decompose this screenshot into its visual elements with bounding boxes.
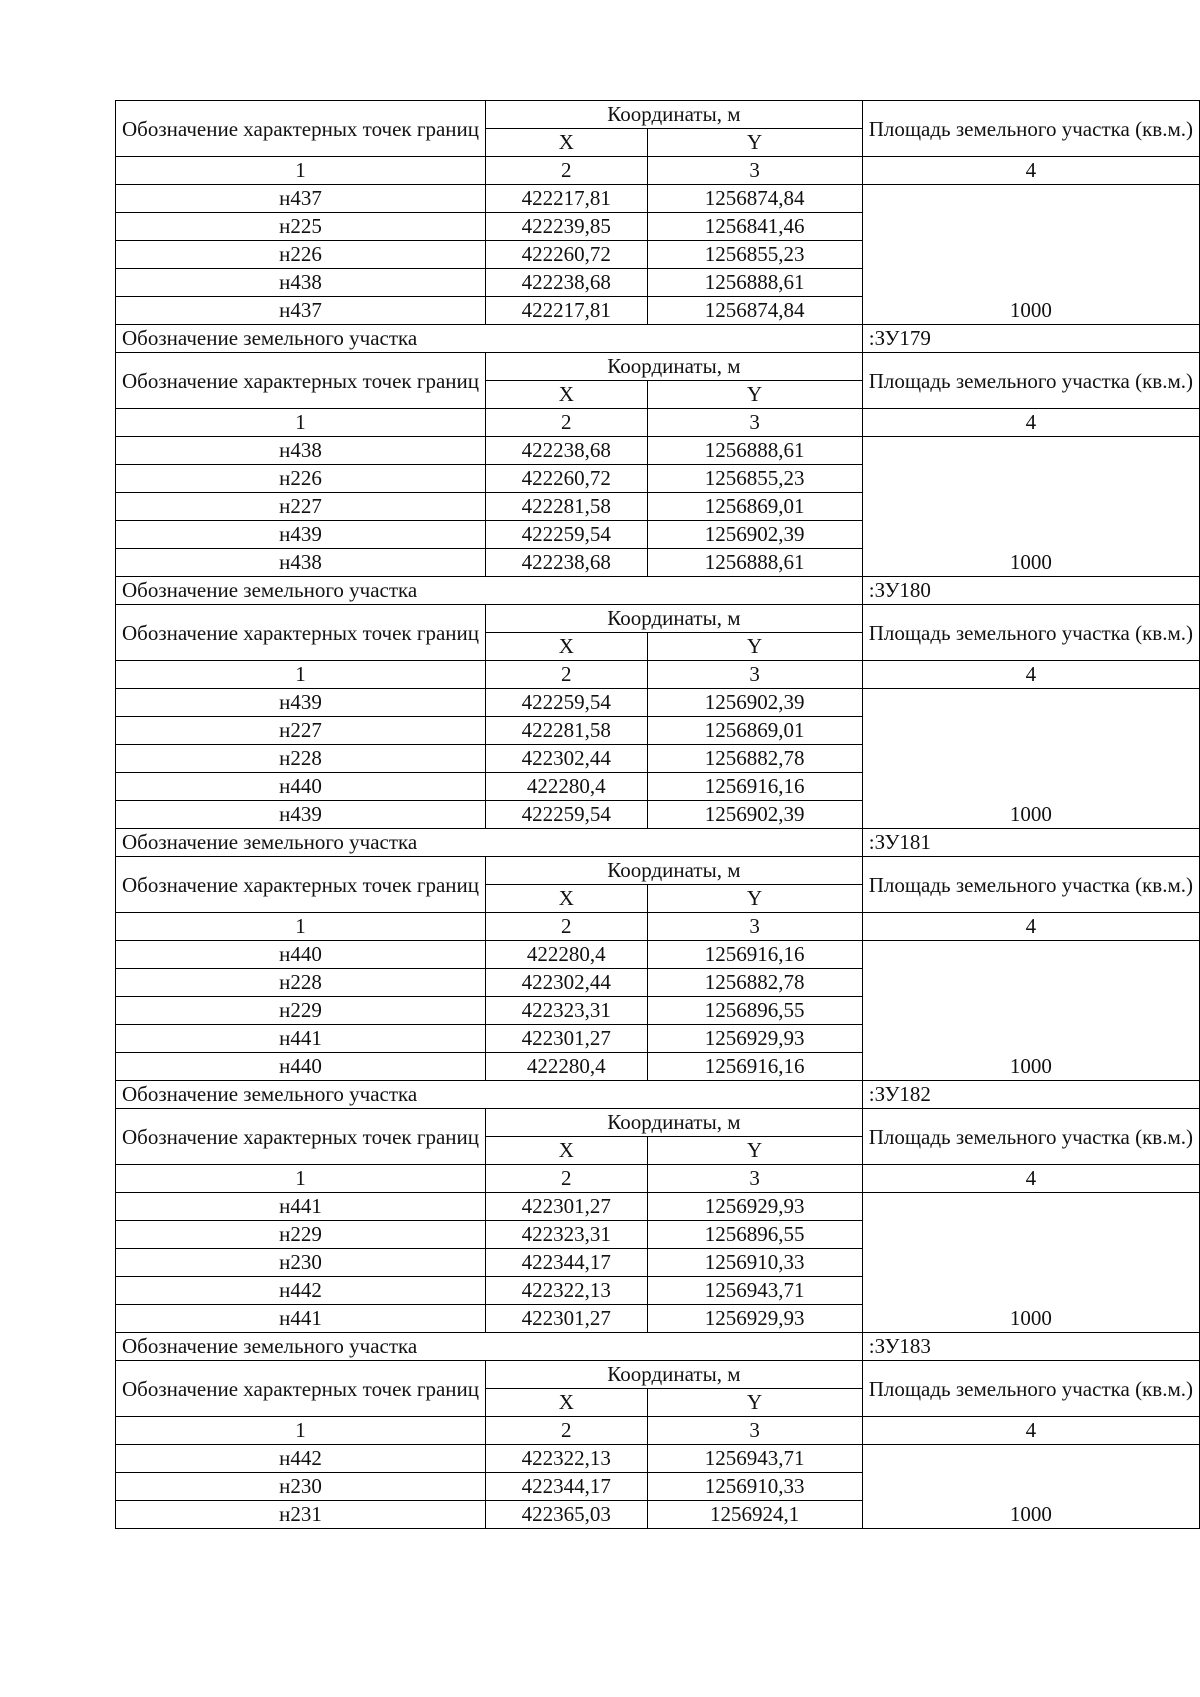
y-header: Y <box>647 381 862 409</box>
parcel-label: Обозначение земельного участка <box>116 577 863 605</box>
x-value: 422301,27 <box>486 1025 648 1053</box>
y-value: 1256910,33 <box>647 1473 862 1501</box>
column-number: 4 <box>862 1417 1199 1445</box>
column-number: 3 <box>647 1417 862 1445</box>
column-number: 2 <box>486 157 648 185</box>
area-value: 1000 <box>862 1193 1199 1333</box>
point-id: н437 <box>116 297 486 325</box>
y-value: 1256874,84 <box>647 297 862 325</box>
table-row <box>116 437 1200 465</box>
header-row <box>116 101 1200 129</box>
coordinates-table <box>115 100 1200 1529</box>
header-row <box>116 1361 1200 1389</box>
area-value: 1000 <box>862 689 1199 829</box>
y-value: 1256855,23 <box>647 241 862 269</box>
point-id: н227 <box>116 493 486 521</box>
y-value: 1256888,61 <box>647 549 862 577</box>
column-number: 4 <box>862 157 1199 185</box>
y-header: Y <box>647 1389 862 1417</box>
column-number-row <box>116 157 1200 185</box>
point-id: н440 <box>116 773 486 801</box>
x-value: 422238,68 <box>486 549 648 577</box>
column-number-row <box>116 661 1200 689</box>
x-value: 422302,44 <box>486 969 648 997</box>
area-value: 1000 <box>862 941 1199 1081</box>
x-value: 422301,27 <box>486 1193 648 1221</box>
x-header: X <box>486 633 648 661</box>
x-header: X <box>486 129 648 157</box>
area-header: Площадь земельного участка (кв.м.) <box>862 1109 1199 1165</box>
y-value: 1256896,55 <box>647 997 862 1025</box>
point-id: н229 <box>116 1221 486 1249</box>
column-number: 1 <box>116 157 486 185</box>
x-value: 422259,54 <box>486 689 648 717</box>
column-number: 3 <box>647 409 862 437</box>
column-number: 1 <box>116 913 486 941</box>
column-number: 2 <box>486 661 648 689</box>
coordinates-header: Координаты, м <box>486 605 863 633</box>
column-number: 2 <box>486 409 648 437</box>
x-value: 422259,54 <box>486 801 648 829</box>
y-header: Y <box>647 885 862 913</box>
point-id: н439 <box>116 521 486 549</box>
point-id: н442 <box>116 1277 486 1305</box>
column-number: 1 <box>116 1417 486 1445</box>
points-header: Обозначение характерных точек границ <box>116 857 486 913</box>
x-value: 422217,81 <box>486 185 648 213</box>
column-number: 4 <box>862 661 1199 689</box>
x-header: X <box>486 381 648 409</box>
y-value: 1256916,16 <box>647 773 862 801</box>
y-value: 1256888,61 <box>647 269 862 297</box>
y-value: 1256902,39 <box>647 521 862 549</box>
table-row <box>116 185 1200 213</box>
points-header: Обозначение характерных точек границ <box>116 1361 486 1417</box>
area-value: 1000 <box>862 1445 1199 1529</box>
column-number: 3 <box>647 661 862 689</box>
point-id: н226 <box>116 465 486 493</box>
parcel-row <box>116 325 1200 353</box>
y-value: 1256855,23 <box>647 465 862 493</box>
parcel-id: :ЗУ180 <box>862 577 1199 605</box>
coordinates-header: Координаты, м <box>486 1361 863 1389</box>
column-number-row <box>116 1417 1200 1445</box>
x-value: 422280,4 <box>486 941 648 969</box>
parcel-label: Обозначение земельного участка <box>116 1081 863 1109</box>
y-value: 1256896,55 <box>647 1221 862 1249</box>
x-value: 422280,4 <box>486 773 648 801</box>
point-id: н231 <box>116 1501 486 1529</box>
y-header: Y <box>647 633 862 661</box>
y-value: 1256929,93 <box>647 1193 862 1221</box>
point-id: н441 <box>116 1305 486 1333</box>
point-id: н228 <box>116 745 486 773</box>
table-row <box>116 941 1200 969</box>
parcel-id: :ЗУ183 <box>862 1333 1199 1361</box>
parcel-id: :ЗУ182 <box>862 1081 1199 1109</box>
column-number: 4 <box>862 1165 1199 1193</box>
x-value: 422301,27 <box>486 1305 648 1333</box>
x-value: 422259,54 <box>486 521 648 549</box>
area-header: Площадь земельного участка (кв.м.) <box>862 857 1199 913</box>
area-value: 1000 <box>862 437 1199 577</box>
x-value: 422280,4 <box>486 1053 648 1081</box>
parcel-id: :ЗУ181 <box>862 829 1199 857</box>
header-row <box>116 1109 1200 1137</box>
point-id: н229 <box>116 997 486 1025</box>
header-row <box>116 857 1200 885</box>
column-number: 3 <box>647 913 862 941</box>
parcel-label: Обозначение земельного участка <box>116 325 863 353</box>
table-row <box>116 1445 1200 1473</box>
x-value: 422238,68 <box>486 437 648 465</box>
y-header: Y <box>647 129 862 157</box>
coordinates-header: Координаты, м <box>486 353 863 381</box>
x-value: 422217,81 <box>486 297 648 325</box>
point-id: н226 <box>116 241 486 269</box>
y-value: 1256943,71 <box>647 1445 862 1473</box>
x-value: 422344,17 <box>486 1473 648 1501</box>
point-id: н439 <box>116 801 486 829</box>
coordinates-header: Координаты, м <box>486 1109 863 1137</box>
column-number: 2 <box>486 1165 648 1193</box>
column-number: 3 <box>647 157 862 185</box>
column-number: 2 <box>486 913 648 941</box>
y-value: 1256943,71 <box>647 1277 862 1305</box>
y-value: 1256869,01 <box>647 493 862 521</box>
parcel-label: Обозначение земельного участка <box>116 829 863 857</box>
y-value: 1256882,78 <box>647 745 862 773</box>
point-id: н225 <box>116 213 486 241</box>
point-id: н441 <box>116 1025 486 1053</box>
y-header: Y <box>647 1137 862 1165</box>
parcel-row <box>116 577 1200 605</box>
point-id: н442 <box>116 1445 486 1473</box>
column-number: 4 <box>862 913 1199 941</box>
point-id: н437 <box>116 185 486 213</box>
column-number: 1 <box>116 661 486 689</box>
x-value: 422323,31 <box>486 997 648 1025</box>
point-id: н439 <box>116 689 486 717</box>
area-header: Площадь земельного участка (кв.м.) <box>862 353 1199 409</box>
y-value: 1256929,93 <box>647 1025 862 1053</box>
point-id: н438 <box>116 269 486 297</box>
y-value: 1256902,39 <box>647 801 862 829</box>
x-value: 422323,31 <box>486 1221 648 1249</box>
column-number-row <box>116 1165 1200 1193</box>
points-header: Обозначение характерных точек границ <box>116 605 486 661</box>
y-value: 1256841,46 <box>647 213 862 241</box>
x-value: 422239,85 <box>486 213 648 241</box>
area-header: Площадь земельного участка (кв.м.) <box>862 605 1199 661</box>
x-value: 422260,72 <box>486 465 648 493</box>
point-id: н441 <box>116 1193 486 1221</box>
y-value: 1256924,1 <box>647 1501 862 1529</box>
column-number: 2 <box>486 1417 648 1445</box>
column-number-row <box>116 913 1200 941</box>
y-value: 1256929,93 <box>647 1305 862 1333</box>
coordinates-header: Координаты, м <box>486 101 863 129</box>
point-id: н227 <box>116 717 486 745</box>
parcel-id: :ЗУ179 <box>862 325 1199 353</box>
point-id: н440 <box>116 941 486 969</box>
y-value: 1256916,16 <box>647 1053 862 1081</box>
x-header: X <box>486 885 648 913</box>
area-header: Площадь земельного участка (кв.м.) <box>862 101 1199 157</box>
parcel-row <box>116 1081 1200 1109</box>
x-value: 422260,72 <box>486 241 648 269</box>
x-value: 422281,58 <box>486 717 648 745</box>
point-id: н230 <box>116 1473 486 1501</box>
area-header: Площадь земельного участка (кв.м.) <box>862 1361 1199 1417</box>
y-value: 1256910,33 <box>647 1249 862 1277</box>
point-id: н440 <box>116 1053 486 1081</box>
table-row <box>116 1193 1200 1221</box>
column-number: 3 <box>647 1165 862 1193</box>
points-header: Обозначение характерных точек границ <box>116 1109 486 1165</box>
header-row <box>116 353 1200 381</box>
parcel-row <box>116 1333 1200 1361</box>
x-value: 422365,03 <box>486 1501 648 1529</box>
x-value: 422322,13 <box>486 1445 648 1473</box>
point-id: н228 <box>116 969 486 997</box>
x-value: 422281,58 <box>486 493 648 521</box>
y-value: 1256916,16 <box>647 941 862 969</box>
column-number-row <box>116 409 1200 437</box>
column-number: 1 <box>116 409 486 437</box>
y-value: 1256874,84 <box>647 185 862 213</box>
table-row <box>116 689 1200 717</box>
x-header: X <box>486 1137 648 1165</box>
x-value: 422344,17 <box>486 1249 648 1277</box>
column-number: 1 <box>116 1165 486 1193</box>
parcel-label: Обозначение земельного участка <box>116 1333 863 1361</box>
x-value: 422238,68 <box>486 269 648 297</box>
parcel-row <box>116 829 1200 857</box>
y-value: 1256902,39 <box>647 689 862 717</box>
y-value: 1256882,78 <box>647 969 862 997</box>
x-value: 422302,44 <box>486 745 648 773</box>
x-header: X <box>486 1389 648 1417</box>
points-header: Обозначение характерных точек границ <box>116 101 486 157</box>
header-row <box>116 605 1200 633</box>
coordinates-header: Координаты, м <box>486 857 863 885</box>
y-value: 1256888,61 <box>647 437 862 465</box>
area-value: 1000 <box>862 185 1199 325</box>
points-header: Обозначение характерных точек границ <box>116 353 486 409</box>
point-id: н438 <box>116 549 486 577</box>
column-number: 4 <box>862 409 1199 437</box>
y-value: 1256869,01 <box>647 717 862 745</box>
x-value: 422322,13 <box>486 1277 648 1305</box>
point-id: н230 <box>116 1249 486 1277</box>
point-id: н438 <box>116 437 486 465</box>
